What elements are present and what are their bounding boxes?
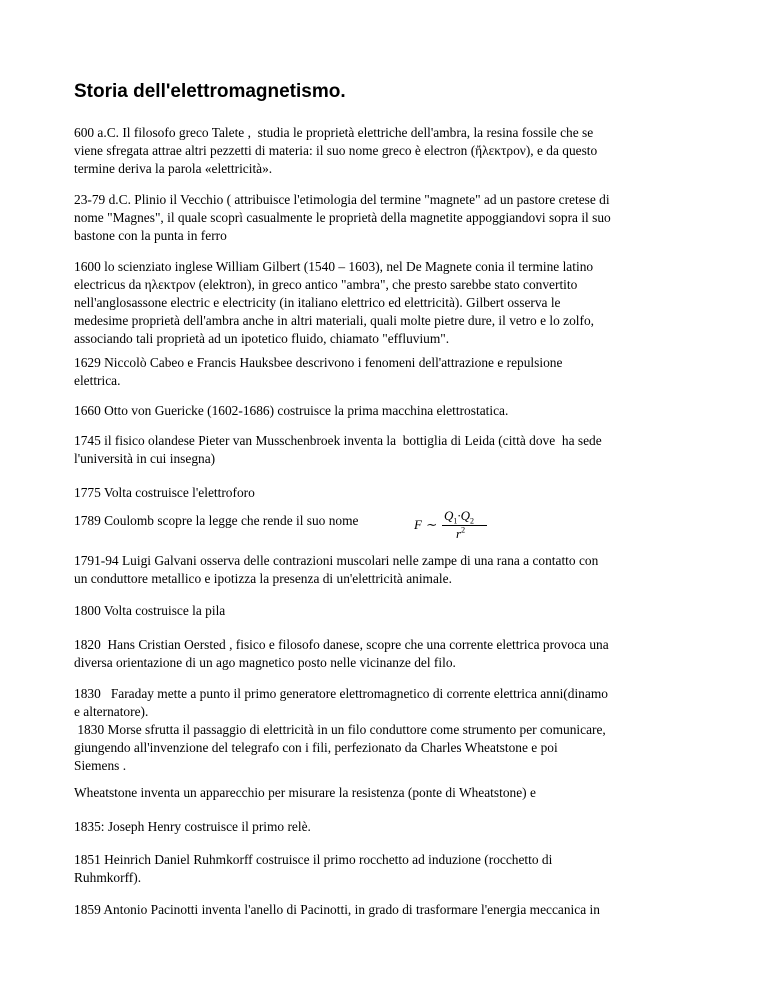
paragraph-wheatstone: Wheatstone inventa un apparecchio per misurare la resistenza (ponte di Wheatstone) e	[74, 785, 536, 800]
paragraph-volta-elettroforo: 1775 Volta costruisce l'elettroforo	[74, 485, 255, 500]
formula-numerator: $Q_1\cdot Q_2$	[444, 508, 475, 526]
paragraph-gilbert: 1600 lo scienziato inglese William Gilbert (1540 – 1603), nel De Magnete conia il termine latino electricus da ηλεκτρον (elektron), in greco antico "ambra", che presto sarebbe stato convertito nell'anglosassone electric e electricity (in italiano elettrico ed elettricità). Gilbert osserva le medesime proprietà dell'ambra anche in altri materiali, quali molte pietre dure, il vetro e lo zolfo, associando tali proprietà ad un ipotetico fluido, chiamato "effluvium".	[74, 259, 594, 346]
paragraph-plinio: 23-79 d.C. Plinio il Vecchio ( attribuisce l'etimologia del termine "magnete" ad un pastore cretese di nome "Magnes", il quale scoprì casualmente le proprietà della magnetite appoggiandovi sopra il suo bastone con la punta in ferro	[74, 192, 611, 243]
paragraph-talete: 600 a.C. Il filosofo greco Talete , studia le proprietà elettriche dell'ambra, la resina fossile che se viene sfregata attrae altri pezzetti di materia: il suo nome greco è electron (ἤλεκτρον), e da questo termine deriva la parola «elettricità».	[74, 125, 598, 176]
paragraph-galvani: 1791-94 Luigi Galvani osserva delle contrazioni muscolari nelle zampe di una rana a contatto con un conduttore metallico e ipotizza la presenza di un'elettricità animale.	[74, 553, 599, 586]
paragraph-musschenbroek: 1745 il fisico olandese Pieter van Musschenbroek inventa la bottiglia di Leida (città dove ha sede l'università in cui insegna)	[74, 433, 602, 466]
formula-denominator: $r^2$	[456, 525, 466, 541]
paragraph-oersted: 1820 Hans Cristian Oersted , fisico e filosofo danese, scopre che una corrente elettrica provoca una diversa orientazione di un ago magnetico posto nelle vicinanze del filo.	[74, 637, 609, 670]
paragraph-henry: 1835: Joseph Henry costruisce il primo relè.	[74, 819, 311, 834]
paragraph-pacinotti: 1859 Antonio Pacinotti inventa l'anello di Pacinotti, in grado di trasformare l'energia meccanica in	[74, 902, 600, 917]
page-title: Storia dell'elettromagnetismo.	[74, 81, 346, 102]
paragraph-guericke: 1660 Otto von Guericke (1602-1686) costruisce la prima macchina elettrostatica.	[74, 403, 509, 418]
paragraph-faraday-morse: 1830 Faraday mette a punto il primo generatore elettromagnetico di corrente elettrica anni(dinamo e alternatore). 1830 Morse sfrutta il passaggio di elettricità in un filo conduttore come strumento per comunicare, giungendo all'invenzione del telegrafo con i fili, perfezionato da Charles Wheatstone e poi Siemens .	[74, 686, 608, 773]
paragraph-ruhmkorff: 1851 Heinrich Daniel Ruhmkorff costruisce il primo rocchetto ad induzione (rocchetto di Ruhmkorff).	[74, 852, 553, 885]
coulomb-formula	[414, 508, 504, 542]
paragraph-volta-pila: 1800 Volta costruisce la pila	[74, 603, 226, 618]
paragraph-cabeo: 1629 Niccolò Cabeo e Francis Hauksbee descrivono i fenomeni dell'attrazione e repulsione elettrica.	[74, 355, 563, 388]
formula-lhs: F ∼	[414, 517, 437, 532]
paragraph-coulomb: 1789 Coulomb scopre la legge che rende il suo nome	[74, 513, 359, 528]
